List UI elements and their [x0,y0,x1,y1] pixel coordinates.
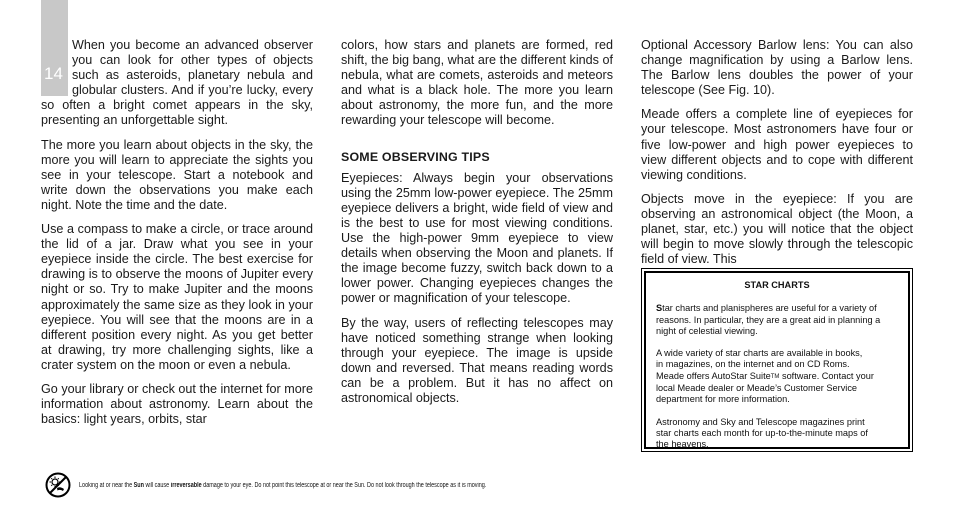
paragraph: Meade offers a complete line of eyepieces for your telescope. Most astronomers have four or five low-power and high power eyepieces to view different objects and to cope with different viewing conditions. [641,107,913,182]
warning-sun: Sun [133,481,144,489]
warning-text-part: Looking at or near the [79,481,134,489]
warning-text-part: damage to your eye. Do not point this telescope at or near the Sun. Do not look through the telescope as it is moving. [201,481,487,489]
paragraph: Eyepieces: Always begin your observations using the 25mm low-power eyepiece. The 25mm eyepiece delivers a bright, wide field of view and is the best to use for most viewing conditions. Use the high-power 9mm eyepiece to view details when observing the Moon and planets. If the image become fuzzy, switch back down to a lower power. Changing eyepieces changes the power or magnification of your telescope. [341,170,613,306]
paragraph: Use a compass to make a circle, or trace around the lid of a jar. Draw what you see in your eyepiece inside the circle. The best exercise for drawing is to observe the moons of Jupiter every night or so. Try to make Jupiter and the moons approximately the same size as they look in your eyepiece. You will see that the moons are in a different position every night. As you get better at drawing, try more challenging sights, like a crater system on the moon or even a nebula. [41,222,313,372]
drop-cap: S [656,303,663,314]
sidebar-text: department for more information. [656,394,790,405]
column-3 [641,38,913,276]
paragraph: By the way, users of reflecting telescopes may have noticed something strange when looking through your eyepiece. The image is upside down and reversed. That means reading words can be a problem. But it has no affect on astronomical objects. [341,315,613,405]
sidebar-title: STAR CHARTS [744,280,810,290]
sidebar-text: Meade offers AutoStar Suite [656,370,771,381]
paragraph: When you become an advanced observer you can look for other types of objects such as asteroids, planetary nebula and globular clusters. And if you’re lucky, every so often a bright comet appears in the sky, presenting an unforgettable sight. [41,38,313,128]
warning-text-part: will cause [143,481,171,489]
sidebar-text: local Meade dealer or Meade’s Customer Service [656,383,858,394]
page-number: 14 [44,64,63,83]
sidebar-text: A wide variety of star charts are available in books, [656,348,863,359]
section-heading: SOME OBSERVING TIPS [341,149,490,164]
trademark: TM [770,373,780,380]
sidebar-inner [644,271,910,449]
no-sun-viewing-icon [45,472,71,498]
paragraph: Optional Accessory Barlow lens: You can also change magnification by using a Barlow lens. The Barlow lens doubles the power of your telescope (See Fig. 10). [641,38,913,98]
tab-spacer [41,38,72,90]
sidebar-text: star charts each month for up-to-the-minute maps of [656,427,868,438]
paragraph: colors, how stars and planets are formed, red shift, the big bang, what are the different kinds of nebula, what are comets, asteroids and meteors and what is a black hole. The more you learn about astronomy, the more fun, and the more rewarding your telescope will become. [341,38,613,128]
sidebar-text: tar charts and planispheres are useful for a variety of reasons. In particular, they are a great aid in planning a night of celestial viewing. [656,303,881,336]
warning-irreversable: irreversable [170,481,202,489]
paragraph: Objects move in the eyepiece: If you are observing an astronomical object (the Moon, a planet, star, etc.) you will notice that the object will begin to move slowly through the telescopic field of view. This [641,191,913,267]
paragraph: Go your library or check out the internet for more information about astronomy. Learn about the basics: light years, orbits, star [41,381,313,427]
column-1 [41,38,313,436]
warning-text [79,482,486,489]
sun-warning-footer [45,472,915,498]
column-2 [341,38,613,415]
sidebar-text: the heavens. [656,439,709,450]
sidebar-text: Astronomy and Sky and Telescope magazines print [656,416,865,427]
sidebar-text: software. Contact your [779,370,874,381]
sidebar-paragraph [656,417,898,451]
sidebar-paragraph [656,303,898,337]
paragraph: The more you learn about objects in the sky, the more you will learn to appreciate the sights you see in your telescope. Start a notebook and write down the observations you make each night. Note the time and the date. [41,137,313,212]
star-charts-sidebar [641,268,913,452]
sidebar-text: in magazines, on the internet and on CD Roms. [656,359,850,370]
sidebar-paragraph [656,348,898,405]
